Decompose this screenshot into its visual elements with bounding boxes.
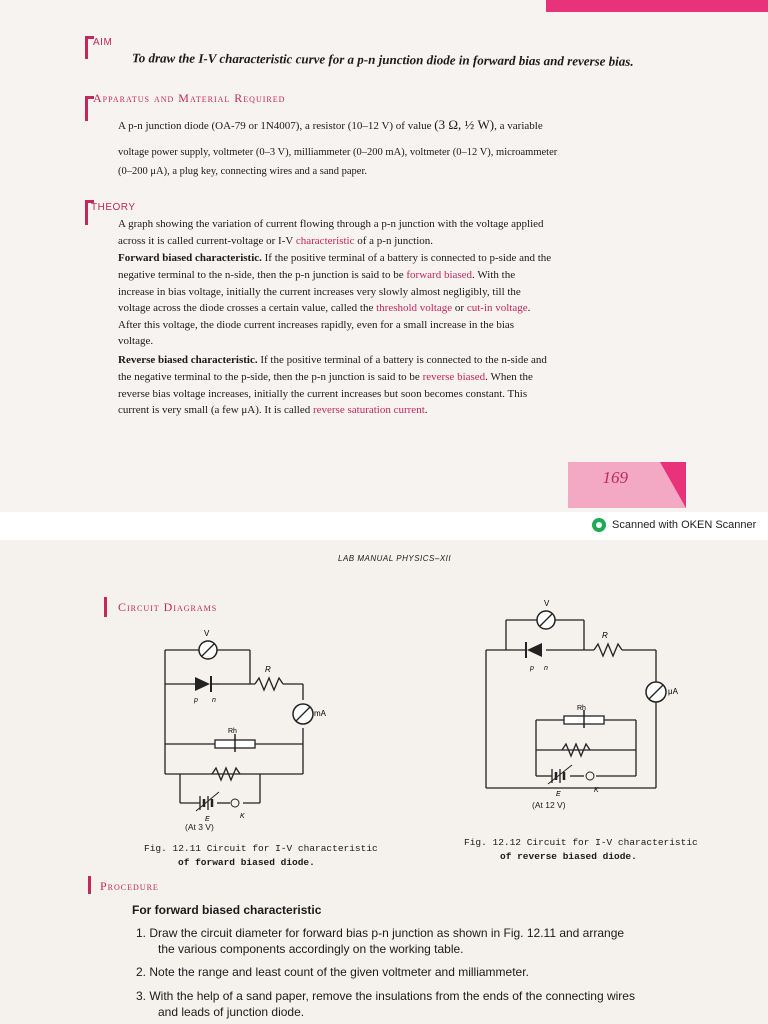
reverse-line-4: current is very small (a few μA). It is called reverse saturation current. bbox=[118, 404, 428, 416]
key-icon bbox=[231, 799, 239, 807]
resistor-label: R bbox=[602, 631, 608, 640]
microammeter-label: μA bbox=[668, 687, 678, 696]
voltmeter-label: V bbox=[544, 599, 550, 608]
resistor-label: R bbox=[265, 665, 271, 674]
page-number: 169 bbox=[602, 468, 628, 487]
procedure-step-3: 3. With the help of a sand paper, remove the insulations from the ends of the connecting wires and leads of junction diode. bbox=[136, 989, 635, 1019]
circuit-diagrams-title: Circuit Diagrams bbox=[118, 600, 218, 614]
procedure-title: Procedure bbox=[100, 879, 159, 893]
rheostat-label: Rh bbox=[228, 728, 237, 735]
theory-p1-line-2: across it is called current-voltage or I-V characteristic of a p-n junction. bbox=[118, 235, 434, 247]
key-icon bbox=[586, 772, 594, 780]
aim-text: To draw the I-V characteristic curve for a p-n junction diode in forward bias and reverse bias. bbox=[131, 50, 634, 69]
scanner-label: Scanned with OKEN Scanner bbox=[612, 519, 757, 531]
running-header: LAB MANUAL PHYSICS–XII bbox=[338, 554, 452, 563]
procedure-title-bar bbox=[88, 876, 91, 894]
voltmeter-label: V bbox=[204, 629, 210, 638]
reverse-line-1: Reverse biased characteristic. If the positive terminal of a battery is connected to the n-side and bbox=[118, 354, 547, 366]
milliammeter-label: mA bbox=[314, 709, 326, 718]
forward-bias-circuit bbox=[140, 628, 350, 828]
forward-caption-line-2: of forward biased diode. bbox=[178, 857, 315, 868]
page-corner-band bbox=[546, 0, 768, 12]
circuit-title-bar bbox=[104, 597, 107, 617]
scanner-watermark bbox=[592, 518, 756, 532]
apparatus-line-1: A p-n junction diode (OA-79 or 1N4007), a resistor (10–12 V) of value (3 Ω, ½ W), a variable bbox=[118, 117, 543, 132]
aim-tag: AIM bbox=[93, 37, 113, 48]
apparatus-title: Apparatus and Material Required bbox=[93, 91, 286, 105]
procedure-step-2: 2. Note the range and least count of the given voltmeter and milliammeter. bbox=[136, 965, 529, 979]
n-label: n bbox=[544, 665, 548, 672]
p-label: p bbox=[194, 697, 198, 704]
resistor-value: (3 Ω, ½ W) bbox=[434, 117, 495, 132]
scanner-logo-icon bbox=[592, 518, 606, 532]
forward-at-voltage: (At 3 V) bbox=[185, 822, 214, 832]
rheostat-label: Rh bbox=[577, 705, 586, 712]
key-label: K bbox=[594, 787, 599, 794]
reverse-line-3: reverse bias voltage increases, initially the current increases but soon becomes constant. This bbox=[118, 388, 528, 400]
theory-p1-line-1: A graph showing the variation of current flowing through a p-n junction with the voltage applied bbox=[118, 218, 544, 230]
forward-line-5: After this voltage, the diode current increases rapidly, even for a small increase in the bias bbox=[118, 319, 515, 331]
reverse-caption-line-2: of reverse biased diode. bbox=[500, 851, 637, 862]
reverse-caption-line-1: Fig. 12.12 Circuit for I-V characteristic bbox=[464, 837, 698, 848]
reverse-bias-circuit bbox=[476, 598, 698, 818]
battery-label: E bbox=[556, 791, 561, 798]
forward-line-6: voltage. bbox=[118, 335, 154, 347]
n-label: n bbox=[212, 697, 216, 704]
p-label: p bbox=[530, 665, 534, 672]
reverse-at-voltage: (At 12 V) bbox=[532, 800, 566, 810]
theory-tag: THEORY bbox=[91, 202, 136, 213]
procedure-step-1: 1. Draw the circuit diameter for forward bias p-n junction as shown in Fig. 12.11 and arrange the various components accordingly on the working table. bbox=[136, 926, 625, 956]
procedure-subtitle: For forward biased characteristic bbox=[132, 903, 322, 917]
apparatus-line-3: (0–200 μA), a plug key, connecting wires and a sand paper. bbox=[118, 166, 368, 177]
forward-caption-line-1: Fig. 12.11 Circuit for I-V characteristic bbox=[144, 843, 378, 854]
forward-line-3: increase in bias voltage, initially the current increases very slowly almost negligibly, till the bbox=[118, 286, 521, 298]
diode-icon bbox=[527, 643, 542, 657]
page-number-accent bbox=[660, 462, 686, 508]
reverse-line-2: the negative terminal to the p-side, then the p-n junction is said to be reverse biased. When the bbox=[118, 371, 533, 383]
diode-icon bbox=[195, 677, 210, 691]
forward-line-4: voltage across the diode crosses a certain value, called the threshold voltage or cut-in voltage. bbox=[118, 302, 531, 314]
apparatus-line-2: voltage power supply, voltmeter (0–3 V), milliammeter (0–200 mA), voltmeter (0–12 V), microammeter bbox=[118, 147, 558, 158]
forward-line-2: negative terminal to the n-side, then the p-n junction is said to be forward biased. With the bbox=[118, 269, 516, 281]
key-label: K bbox=[240, 813, 245, 820]
battery-label: E bbox=[205, 816, 210, 823]
forward-line-1: Forward biased characteristic. If the positive terminal of a battery is connected to p-side and the bbox=[118, 252, 552, 264]
